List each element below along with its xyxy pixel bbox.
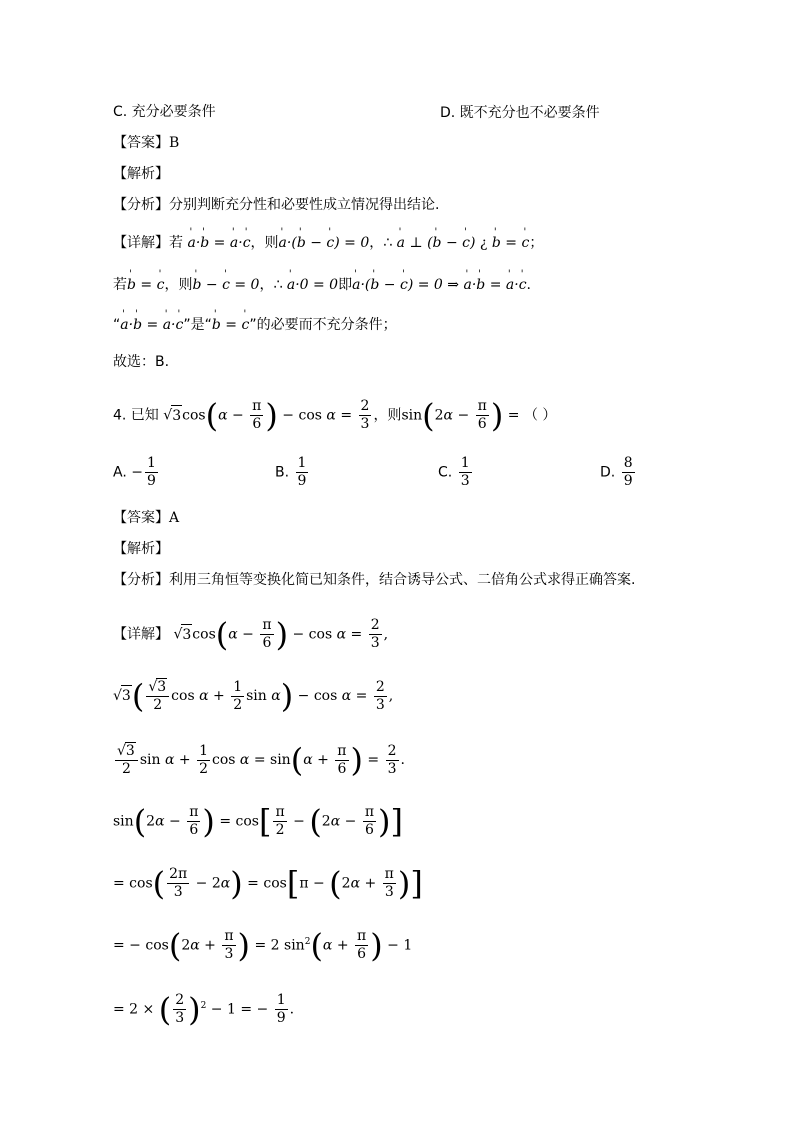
q4-answer-line — [113, 508, 179, 528]
q4-option-a — [113, 455, 160, 490]
detail-line-2: 若' b = ' c，则' b − ' c = 0，∴ ' a·0 = 0即' a·(' b − ' c) = 0 ⇒ ' a·' b = ' a·' c. — [113, 275, 531, 295]
text-shi: ”是“ — [183, 317, 212, 333]
q4-fenxi-text: 利用三角恒等变换化简已知条件，结合诱导公式、二倍角公式求得正确答案. — [169, 572, 636, 588]
q4-option-a-den: 9 — [146, 473, 156, 489]
text-therefore-2: ，∴ — [259, 277, 283, 293]
q4-option-d-label: D. — [600, 464, 616, 481]
q4-option-b-den: 9 — [297, 473, 307, 489]
q4-step-3: $\frac{√3}{2}$ sin α + $\frac{1}{2}$ cos α = sin(α + $\frac{\pi}{6}$ ) = $\frac{2}{3}$ . — [117, 741, 405, 779]
option-d: D. 既不充分也不必要条件 — [440, 105, 600, 121]
text-ruo-2: 若 — [113, 277, 127, 293]
q4-option-b-num: 1 — [297, 455, 307, 471]
q4-step-5: = cos( $\frac{2\pi}{3}$ − 2α) = cos[π − (2α + $\frac{\pi}{3}$ )] — [113, 864, 423, 903]
q4-option-c-den: 3 — [460, 473, 470, 489]
text-ze-2: ，则 — [164, 277, 193, 293]
detail-line-3: “' a·' b = ' a·' c”是“' b = ' c”的必要而不充分条件； — [113, 315, 397, 335]
q4-option-b-label: B. — [275, 464, 290, 481]
analysis-heading: 【解析】 — [113, 166, 169, 182]
q4-option-d-num: 8 — [623, 455, 633, 471]
q4-step-6: = − cos(2α + $\frac{\pi}{3}$ ) = 2 $\sin^2(\alpha$ + $\frac{\pi}{6}$ ) − 1 — [113, 926, 413, 965]
q4-stem-prefix: 4. 已知 — [113, 407, 159, 424]
detail-tag: 【详解】 — [113, 235, 169, 251]
q4-step-4: sin(2α − $\frac{\pi}{6}$ ) = cos[ $\frac{\pi}{2}$ − (2α − $\frac{\pi}{6}$ )] — [113, 802, 403, 841]
q4-fenxi-tag: 【分析】 — [113, 572, 169, 588]
fenxi-tag: 【分析】 — [113, 197, 169, 213]
q4-option-b — [275, 455, 310, 490]
q4-stem-mid: ，则 — [373, 407, 402, 424]
q4-option-a-sign: − — [131, 464, 143, 481]
q4-answer-tag: 【答案】 — [113, 510, 169, 526]
q4-paren: （ ） — [523, 407, 557, 424]
fenxi-text: 分别判断充分性和必要性成立情况得出结论. — [169, 197, 440, 213]
detail-line-1: 【详解】若 ' a·' b = ' a·' c，则' a·(' b − ' c) = 0，∴ ' a ⊥ (' b − ' c) ¿ ' b = ' c； — [113, 233, 543, 253]
q4-step-1: 【详解】 √3cos(α − $\frac{\pi}{6}$ ) − cos α = $\frac{2}{3}$ , — [113, 615, 389, 654]
q4-option-a-label: A. — [113, 464, 127, 481]
q4-option-c-label: C. — [438, 464, 453, 481]
q4-analysis-heading: 【解析】 — [113, 541, 169, 557]
q4-detail-tag: 【详解】 — [113, 626, 169, 643]
guxuan-line: 故选：B. — [113, 354, 170, 370]
conclusion-text: ”的必要而不充分条件； — [249, 317, 397, 333]
q4-fenxi-line — [113, 570, 635, 590]
text-ruo: 若 — [169, 235, 183, 251]
option-c: C. 充分必要条件 — [113, 104, 216, 120]
q4-stem: 4. 已知 √3cos(α − $\frac{\pi}{6}$ ) − cos α = $\frac{2}{3}$ ，则sin(2α − $\frac{\pi}{6}$ ) = （ ） — [113, 396, 557, 435]
q4-option-a-num: 1 — [146, 455, 156, 471]
answer-value: B — [169, 135, 180, 151]
fenxi-line — [113, 195, 439, 215]
q4-option-d-den: 9 — [623, 473, 633, 489]
text-therefore: ，∴ — [369, 235, 393, 251]
answer-line — [113, 133, 179, 153]
q4-step-7: = 2 × ( $\frac{2}{3}$ )$^2$ − 1 = − $\frac{1}{9}$ . — [113, 990, 295, 1029]
q4-step-2: √3( $\frac{√3}{2}$ cos α + $\frac{1}{2}$ sin α) − cos α = $\frac{2}{3}$ , — [113, 677, 394, 715]
answer-tag: 【答案】 — [113, 135, 169, 151]
q4-option-c — [438, 455, 474, 490]
q4-option-c-num: 1 — [460, 455, 470, 471]
text-ji: 即 — [338, 277, 353, 293]
q4-answer-value: A — [169, 510, 180, 526]
q4-option-d — [600, 455, 637, 490]
text-ze: ，则 — [250, 235, 279, 251]
